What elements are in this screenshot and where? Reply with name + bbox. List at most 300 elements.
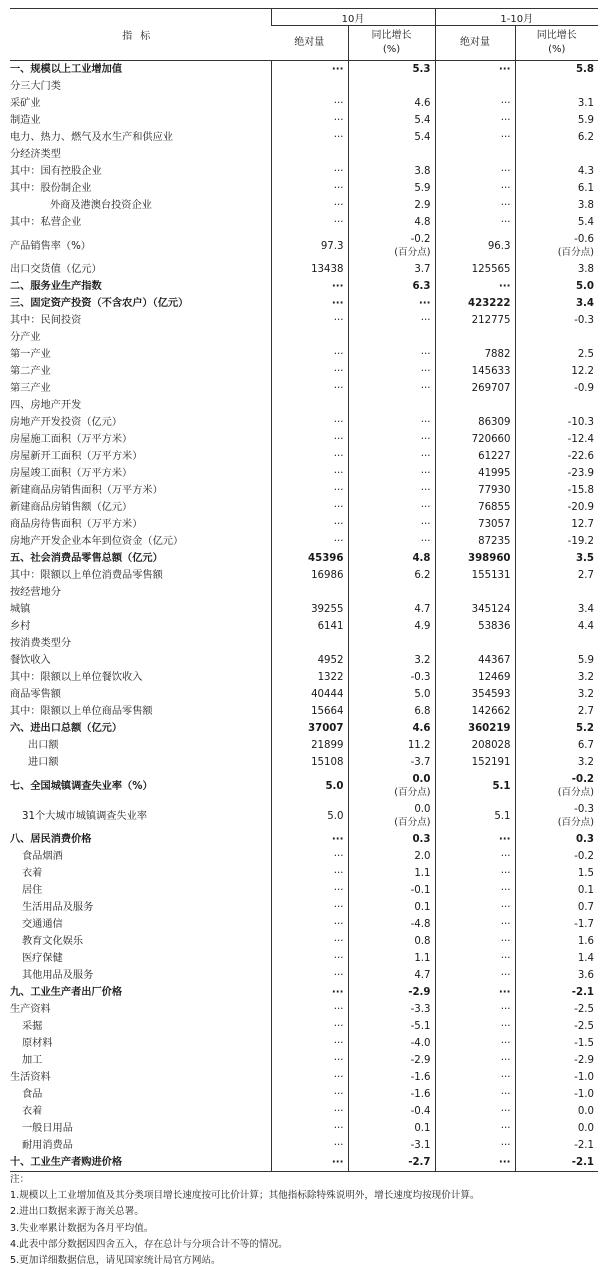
- abs-month-cell: [271, 584, 348, 601]
- abs-cum-cell: [435, 146, 515, 163]
- abs-cum-cell: ···: [435, 899, 515, 916]
- growth-month-cell: -2.9: [348, 984, 435, 1001]
- row-label: 其中：民间投资: [10, 315, 82, 326]
- row-label: 原材料: [22, 1038, 53, 1049]
- growth-month-cell: 6.8: [348, 703, 435, 720]
- abs-month-cell: ···: [271, 967, 348, 984]
- abs-cum-cell: ···: [435, 197, 515, 214]
- abs-month-cell: ···: [271, 214, 348, 231]
- abs-cum-cell: [435, 635, 515, 652]
- growth-month-cell: [348, 146, 435, 163]
- abs-month-cell: ···: [271, 916, 348, 933]
- row-label: 五、社会消费品零售总额（亿元）: [10, 553, 163, 564]
- growth-month-cell: -1.6: [348, 1069, 435, 1086]
- growth-cum-cell: [515, 78, 598, 95]
- growth-cum-cell: 1.5: [515, 865, 598, 882]
- abs-month-cell: ···: [271, 1154, 348, 1172]
- row-label: 乡村: [10, 621, 31, 632]
- abs-cum-cell: ···: [435, 950, 515, 967]
- abs-cum-cell: ···: [435, 933, 515, 950]
- row-label: 房屋竣工面积（万平方米）: [10, 468, 133, 479]
- growth-month-cell: 4.9: [348, 618, 435, 635]
- abs-month-cell: 37007: [271, 720, 348, 737]
- row-label: 一、规模以上工业增加值: [10, 64, 123, 75]
- row-label: 采矿业: [10, 98, 41, 109]
- growth-cum-cell: 1.6: [515, 933, 598, 950]
- unit-label: (百分点): [394, 247, 431, 258]
- abs-month-cell: [271, 78, 348, 95]
- abs-cum-cell: ···: [435, 129, 515, 146]
- abs-month-cell: 6141: [271, 618, 348, 635]
- abs-cum-cell: 269707: [435, 380, 515, 397]
- growth-cum-cell: -22.6: [515, 448, 598, 465]
- abs-cum-cell: ···: [435, 916, 515, 933]
- abs-cum-cell: ···: [435, 882, 515, 899]
- row-label: 产品销售率（%）: [10, 240, 91, 252]
- table-row: [10, 163, 598, 180]
- growth-cum-cell: [515, 146, 598, 163]
- table-row: [10, 499, 598, 516]
- growth-cum-cell: 3.2: [515, 686, 598, 703]
- abs-cum-cell: 87235: [435, 533, 515, 550]
- abs-cum-cell: 360219: [435, 720, 515, 737]
- abs-month-cell: 21899: [271, 737, 348, 754]
- table-row: [10, 448, 598, 465]
- growth-month-cell: ···: [348, 363, 435, 380]
- abs-cum-cell: 44367: [435, 652, 515, 669]
- abs-cum-cell: [435, 329, 515, 346]
- growth-month-cell: -5.1: [348, 1018, 435, 1035]
- abs-cum-cell: ···: [435, 1103, 515, 1120]
- row-label: 按经营地分: [10, 587, 61, 598]
- footnote-line: 4.此表中部分数据因四舍五入，存在总计与分项合计不等的情况。: [10, 1238, 288, 1250]
- growth-month-cell: 5.4: [348, 129, 435, 146]
- abs-cum-cell: 41995: [435, 465, 515, 482]
- table-row: [10, 363, 598, 380]
- row-label: 进口额: [28, 757, 59, 768]
- abs-cum-cell: 73057: [435, 516, 515, 533]
- abs-month-cell: 4952: [271, 652, 348, 669]
- row-label: 交通通信: [22, 919, 63, 930]
- growth-month-cell: 1.1: [348, 950, 435, 967]
- growth-cum-cell: -2.5: [515, 1001, 598, 1018]
- growth-month-cell: [348, 584, 435, 601]
- abs-month-cell: ···: [271, 197, 348, 214]
- table-row: [10, 635, 598, 652]
- growth-cum-cell: -2.1: [515, 1154, 598, 1172]
- table-row: [10, 801, 598, 831]
- table-row: [10, 129, 598, 146]
- growth-cum-cell: 5.9: [515, 112, 598, 129]
- abs-cum-cell: 354593: [435, 686, 515, 703]
- table-row: [10, 686, 598, 703]
- growth-month-cell: 4.7: [348, 601, 435, 618]
- abs-cum-cell: ···: [435, 278, 515, 295]
- abs-month-cell: ···: [271, 865, 348, 882]
- row-label: 其他用品及服务: [22, 970, 94, 981]
- row-label: 房屋新开工面积（万平方米）: [10, 451, 143, 462]
- table-row: [10, 329, 598, 346]
- growth-month-cell: -1.6: [348, 1086, 435, 1103]
- row-label: 八、居民消费价格: [10, 834, 92, 845]
- abs-month-cell: [271, 146, 348, 163]
- table-row: [10, 380, 598, 397]
- growth-month-cell: 5.0: [348, 686, 435, 703]
- row-label: 生活用品及服务: [22, 902, 94, 913]
- row-label: 城镇: [10, 604, 31, 615]
- growth-month-cell: 0.1: [348, 899, 435, 916]
- row-label: 衣着: [22, 1106, 43, 1117]
- abs-cum-cell: ···: [435, 1086, 515, 1103]
- abs-month-cell: ···: [271, 1018, 348, 1035]
- growth-month-cell: 1.1: [348, 865, 435, 882]
- growth-month-cell: 4.6: [348, 95, 435, 112]
- growth-month-cell: ···: [348, 499, 435, 516]
- row-label: 餐饮收入: [10, 655, 51, 666]
- footnote-line: 3.失业率累计数据为各月平均值。: [10, 1222, 154, 1234]
- growth-month-cell: ···: [348, 448, 435, 465]
- economic-indicators-table: [10, 8, 598, 1172]
- growth-month-cell: 6.2: [348, 567, 435, 584]
- abs-month-cell: ···: [271, 516, 348, 533]
- growth-cum-cell: 5.0: [515, 278, 598, 295]
- abs-cum-cell: ···: [435, 112, 515, 129]
- abs-month-cell: ···: [271, 95, 348, 112]
- growth-month-cell: ···: [348, 312, 435, 329]
- unit-label: (百分点): [557, 787, 595, 798]
- growth-month-cell: 4.6: [348, 720, 435, 737]
- row-label: 制造业: [10, 115, 41, 126]
- growth-cum-cell: [515, 329, 598, 346]
- abs-cum-cell: 76855: [435, 499, 515, 516]
- row-label: 衣着: [22, 868, 43, 879]
- row-label: 食品烟酒: [22, 851, 63, 862]
- abs-month-cell: ···: [271, 380, 348, 397]
- abs-cum-cell: 96.3: [435, 231, 515, 261]
- growth-cum-cell: -15.8: [515, 482, 598, 499]
- footnote-line: 5.更加详细数据信息，请见国家统计局官方网站。: [10, 1255, 221, 1267]
- growth-month-cell: 11.2: [348, 737, 435, 754]
- table-row: [10, 482, 598, 499]
- abs-cum-cell: ···: [435, 163, 515, 180]
- growth-cum-cell: -0.6 (百分点): [515, 231, 598, 261]
- growth-cum-cell: -1.5: [515, 1035, 598, 1052]
- abs-month-cell: ···: [271, 295, 348, 312]
- abs-month-cell: [271, 397, 348, 414]
- row-label: 其中：限额以上单位餐饮收入: [10, 672, 143, 683]
- abs-cum-cell: 720660: [435, 431, 515, 448]
- row-label: 分三大门类: [10, 81, 61, 92]
- growth-cum-cell: [515, 397, 598, 414]
- abs-cum-cell: ···: [435, 848, 515, 865]
- abs-cum-cell: ···: [435, 95, 515, 112]
- growth-month-cell: 4.8: [348, 214, 435, 231]
- abs-cum-cell: ···: [435, 1001, 515, 1018]
- row-label: 七、全国城镇调查失业率（%）: [10, 780, 153, 792]
- table-row: [10, 567, 598, 584]
- row-label: 商品房待售面积（万平方米）: [10, 519, 143, 530]
- abs-month-cell: ···: [271, 180, 348, 197]
- growth-cum-cell: 3.4: [515, 601, 598, 618]
- growth-month-cell: ···: [348, 482, 435, 499]
- table-row: [10, 899, 598, 916]
- row-label: 外商及港澳台投资企业: [50, 200, 152, 211]
- row-label: 耐用消费品: [22, 1140, 73, 1151]
- growth-cum-cell: 3.8: [515, 261, 598, 278]
- unit-label: (百分点): [557, 817, 595, 828]
- growth-cum-cell: -2.1: [515, 984, 598, 1001]
- table-row: [10, 1001, 598, 1018]
- abs-cum-cell: ···: [435, 61, 515, 79]
- row-label: 六、进出口总额（亿元）: [10, 723, 123, 734]
- growth-cum-cell: -1.7: [515, 916, 598, 933]
- abs-cum-cell: ···: [435, 967, 515, 984]
- abs-cum-cell: 125565: [435, 261, 515, 278]
- growth-month-cell: -4.8: [348, 916, 435, 933]
- table-row: [10, 754, 598, 771]
- growth-cum-cell: [515, 635, 598, 652]
- growth-cum-cell: 3.2: [515, 754, 598, 771]
- growth-cum-cell: 4.3: [515, 163, 598, 180]
- abs-cum-cell: ···: [435, 1069, 515, 1086]
- growth-month-cell: -0.4: [348, 1103, 435, 1120]
- table-row: [10, 78, 598, 95]
- abs-header-month: 绝对量: [294, 37, 325, 48]
- growth-cum-cell: -23.9: [515, 465, 598, 482]
- growth-cum-cell: 3.1: [515, 95, 598, 112]
- period-month-header: 10月: [271, 9, 435, 26]
- table-row: [10, 618, 598, 635]
- row-label: 四、房地产开发: [10, 400, 82, 411]
- row-label: 食品: [22, 1089, 43, 1100]
- abs-month-cell: 1322: [271, 669, 348, 686]
- growth-cum-cell: 0.0: [515, 1103, 598, 1120]
- growth-month-cell: ···: [348, 346, 435, 363]
- growth-header-month: 同比增长 (%): [348, 26, 435, 61]
- period-cumulative-header: 1-10月: [435, 9, 598, 26]
- abs-month-cell: 40444: [271, 686, 348, 703]
- table-row: [10, 831, 598, 848]
- abs-month-cell: ···: [271, 1137, 348, 1154]
- abs-month-cell: ···: [271, 1120, 348, 1137]
- abs-month-cell: [271, 635, 348, 652]
- abs-month-cell: ···: [271, 414, 348, 431]
- growth-month-cell: -3.3: [348, 1001, 435, 1018]
- table-row: [10, 312, 598, 329]
- abs-month-cell: ···: [271, 882, 348, 899]
- indicator-header: 指标: [10, 9, 271, 61]
- abs-month-cell: 97.3: [271, 231, 348, 261]
- table-row: [10, 1035, 598, 1052]
- table-row: [10, 720, 598, 737]
- footnote-line: 注：: [10, 1174, 30, 1185]
- growth-month-cell: -3.1: [348, 1137, 435, 1154]
- table-row: [10, 261, 598, 278]
- abs-cum-cell: 208028: [435, 737, 515, 754]
- growth-cum-cell: 4.4: [515, 618, 598, 635]
- growth-cum-cell: -10.3: [515, 414, 598, 431]
- abs-cum-cell: 7882: [435, 346, 515, 363]
- growth-cum-cell: -0.9: [515, 380, 598, 397]
- growth-cum-cell: 1.4: [515, 950, 598, 967]
- growth-cum-cell: 2.5: [515, 346, 598, 363]
- abs-month-cell: ···: [271, 1052, 348, 1069]
- growth-cum-cell: 0.1: [515, 882, 598, 899]
- table-row: [10, 1018, 598, 1035]
- abs-month-cell: ···: [271, 448, 348, 465]
- abs-month-cell: 15664: [271, 703, 348, 720]
- table-row: [10, 180, 598, 197]
- abs-cum-cell: 5.1: [435, 771, 515, 801]
- abs-cum-cell: ···: [435, 1035, 515, 1052]
- abs-cum-cell: 345124: [435, 601, 515, 618]
- abs-cum-cell: ···: [435, 1120, 515, 1137]
- table-row: [10, 95, 598, 112]
- growth-cum-cell: 2.7: [515, 703, 598, 720]
- row-label: 三、固定资产投资（不含农户）（亿元）: [10, 298, 189, 309]
- abs-cum-cell: 61227: [435, 448, 515, 465]
- row-label: 新建商品房销售额（亿元）: [10, 502, 133, 513]
- row-label: 生活资料: [10, 1072, 51, 1083]
- table-row: [10, 967, 598, 984]
- growth-month-cell: [348, 397, 435, 414]
- abs-month-cell: ···: [271, 112, 348, 129]
- abs-cum-cell: 5.1: [435, 801, 515, 831]
- growth-cum-cell: 6.7: [515, 737, 598, 754]
- growth-cum-cell: 3.4: [515, 295, 598, 312]
- abs-cum-cell: ···: [435, 865, 515, 882]
- table-row: [10, 1103, 598, 1120]
- growth-month-cell: -4.0: [348, 1035, 435, 1052]
- growth-month-cell: -0.1: [348, 882, 435, 899]
- table-row: [10, 295, 598, 312]
- unit-label: (百分点): [394, 787, 431, 798]
- row-label: 其中：私营企业: [10, 217, 82, 228]
- growth-cum-cell: 2.7: [515, 567, 598, 584]
- growth-month-cell: 0.0 (百分点): [348, 771, 435, 801]
- growth-month-cell: 6.3: [348, 278, 435, 295]
- growth-month-cell: -3.7: [348, 754, 435, 771]
- table-body: [10, 61, 598, 1172]
- table-row: [10, 214, 598, 231]
- table-row: [10, 197, 598, 214]
- table-row: [10, 1069, 598, 1086]
- abs-cum-cell: 86309: [435, 414, 515, 431]
- abs-cum-cell: 53836: [435, 618, 515, 635]
- growth-month-cell: 5.4: [348, 112, 435, 129]
- growth-cum-cell: -19.2: [515, 533, 598, 550]
- growth-cum-cell: 3.2: [515, 669, 598, 686]
- abs-cum-cell: [435, 78, 515, 95]
- growth-month-cell: ···: [348, 533, 435, 550]
- table-row: [10, 1120, 598, 1137]
- row-label: 生产资料: [10, 1004, 51, 1015]
- table-row: [10, 146, 598, 163]
- growth-cum-cell: -0.2 (百分点): [515, 771, 598, 801]
- growth-cum-cell: -2.5: [515, 1018, 598, 1035]
- row-label: 出口额: [28, 740, 59, 751]
- row-label: 第三产业: [10, 383, 51, 394]
- table-row: [10, 112, 598, 129]
- abs-month-cell: ···: [271, 465, 348, 482]
- growth-month-cell: 0.8: [348, 933, 435, 950]
- abs-month-cell: 45396: [271, 550, 348, 567]
- growth-cum-cell: -0.3 (百分点): [515, 801, 598, 831]
- table-row: [10, 933, 598, 950]
- row-label: 新建商品房销售面积（万平方米）: [10, 485, 163, 496]
- abs-month-cell: ···: [271, 482, 348, 499]
- abs-month-cell: ···: [271, 899, 348, 916]
- abs-cum-cell: 142662: [435, 703, 515, 720]
- abs-cum-cell: [435, 397, 515, 414]
- abs-month-cell: ···: [271, 1103, 348, 1120]
- growth-cum-cell: 3.5: [515, 550, 598, 567]
- growth-month-cell: 0.1: [348, 1120, 435, 1137]
- growth-month-cell: 2.9: [348, 197, 435, 214]
- growth-cum-cell: 0.0: [515, 1120, 598, 1137]
- table-header: [10, 9, 598, 61]
- growth-month-cell: 0.0 (百分点): [348, 801, 435, 831]
- growth-cum-cell: 5.9: [515, 652, 598, 669]
- abs-month-cell: ···: [271, 1086, 348, 1103]
- row-label: 按消费类型分: [10, 638, 72, 649]
- growth-cum-cell: -12.4: [515, 431, 598, 448]
- growth-month-cell: -2.7: [348, 1154, 435, 1172]
- row-label: 一般日用品: [22, 1123, 73, 1134]
- growth-cum-cell: -20.9: [515, 499, 598, 516]
- abs-cum-cell: 145633: [435, 363, 515, 380]
- table-row: [10, 984, 598, 1001]
- row-label: 分产业: [10, 332, 41, 343]
- abs-month-cell: ···: [271, 1001, 348, 1018]
- abs-cum-cell: ···: [435, 984, 515, 1001]
- abs-month-cell: ···: [271, 984, 348, 1001]
- table-row: [10, 550, 598, 567]
- row-label: 居住: [22, 885, 43, 896]
- abs-month-cell: 13438: [271, 261, 348, 278]
- table-row: [10, 346, 598, 363]
- unit-label: (百分点): [394, 817, 431, 828]
- table-row: [10, 601, 598, 618]
- growth-month-cell: ···: [348, 414, 435, 431]
- row-label: 加工: [22, 1055, 43, 1066]
- table-row: [10, 278, 598, 295]
- growth-month-cell: [348, 78, 435, 95]
- growth-month-cell: -0.3: [348, 669, 435, 686]
- abs-month-cell: 5.0: [271, 801, 348, 831]
- growth-month-cell: ···: [348, 465, 435, 482]
- abs-cum-cell: ···: [435, 1137, 515, 1154]
- row-label: 商品零售额: [10, 689, 61, 700]
- growth-month-cell: -2.9: [348, 1052, 435, 1069]
- row-label: 十、工业生产者购进价格: [10, 1157, 123, 1168]
- growth-cum-cell: -2.9: [515, 1052, 598, 1069]
- growth-cum-cell: 6.2: [515, 129, 598, 146]
- abs-month-cell: 16986: [271, 567, 348, 584]
- footnotes: [10, 1172, 600, 1269]
- abs-cum-cell: 423222: [435, 295, 515, 312]
- growth-cum-cell: 0.7: [515, 899, 598, 916]
- abs-month-cell: ···: [271, 129, 348, 146]
- table-row: [10, 61, 598, 79]
- abs-month-cell: ···: [271, 346, 348, 363]
- growth-cum-cell: 6.1: [515, 180, 598, 197]
- growth-month-cell: [348, 329, 435, 346]
- table-row: [10, 737, 598, 754]
- table-row: [10, 1086, 598, 1103]
- abs-month-cell: ···: [271, 848, 348, 865]
- row-label: 教育文化娱乐: [22, 936, 84, 947]
